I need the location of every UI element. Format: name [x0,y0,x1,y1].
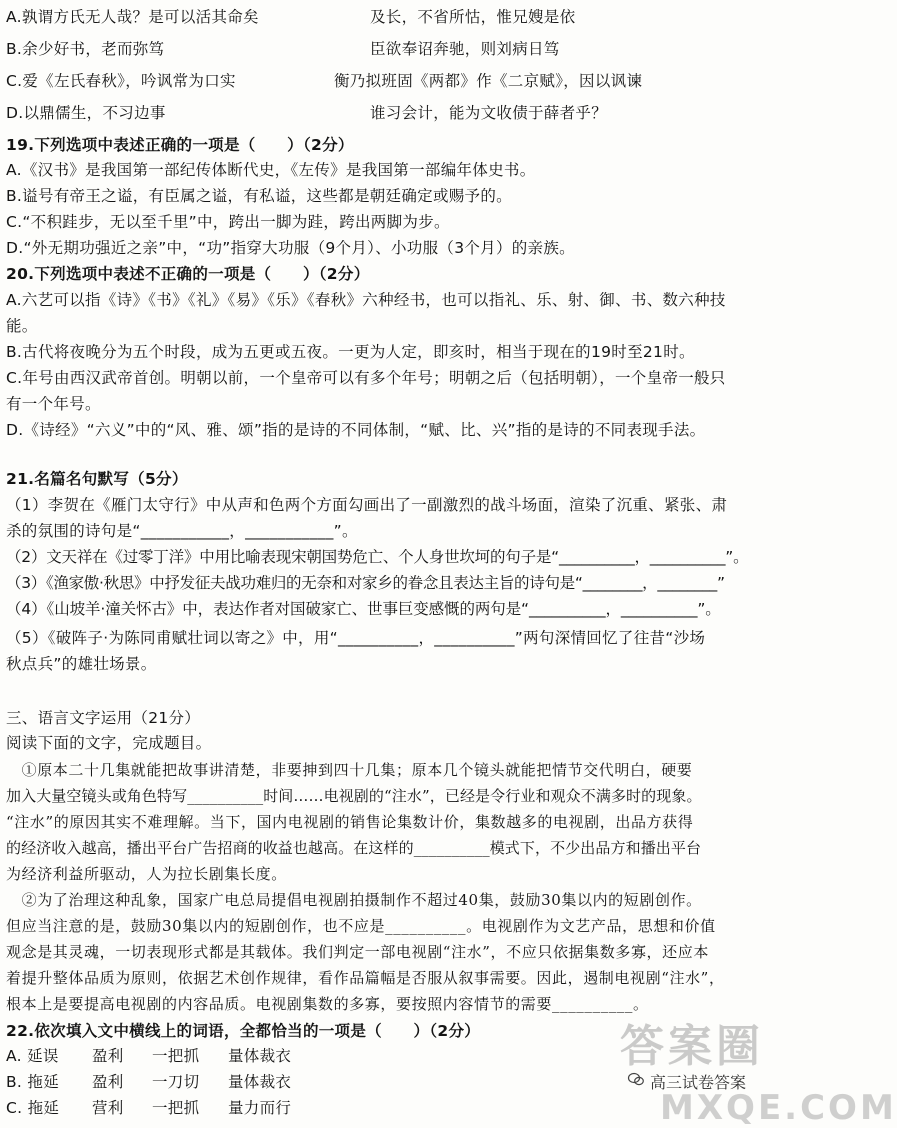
option-left: D.以鼎儒生，不习边事 [6,104,166,122]
watermark [570,1010,897,1128]
q22-cell: 一把抓 [152,1047,200,1065]
q22-cell: 营利 [92,1099,124,1117]
q19-title: 19.下列选项中表述正确的一项是（ ）（2分） [6,136,354,154]
option-left: C.爱《左氏春秋》，吟讽常为口实 [6,72,236,90]
q22-cell: 量力而行 [228,1099,292,1117]
q20-option-c: C.年号由西汉武帝首创。明朝以前，一个皇帝可以有多个年号；明朝之后（包括明朝），一个皇帝一般只 [6,369,726,387]
q20-option-a: A.六艺可以指《诗》《书》《礼》《易》《乐》《春秋》六种经书，也可以指礼、乐、射、御、书、数六种技 [6,291,726,309]
watermark-caption: 高三试卷答案 [650,1073,747,1092]
option-row-c [6,70,810,92]
option-left: A.孰谓方氏无人哉？是可以活其命矣 [6,8,259,26]
watermark-url: MXQE.COM [660,1088,897,1128]
q21-line: 秋点兵”的雄壮场景。 [6,655,157,673]
watermark-logo-text: 答案圈 [620,1021,764,1072]
q19-option-d: D.“外无期功强近之亲”中，“功”指穿大功服（9个月）、小功服（3个月）的亲族。 [6,239,575,257]
q22-cell: 盈利 [92,1047,124,1065]
section3-instruction: 阅读下面的文字，完成题目。 [6,734,212,752]
paragraph-line: 观念是其灵魂，一切表现形式都是其载体。我们判定一部电视剧“注水”，不应只依据集数多寡，还应本 [6,943,709,961]
q22-cell: B. 拖延 [6,1073,59,1091]
q22-cell: 一刀切 [152,1073,200,1091]
q22-cell: C. 拖延 [6,1099,60,1117]
section3-title: 三、语言文字运用（21分） [6,709,201,727]
q21-title: 21.名篇名句默写（5分） [6,470,188,488]
wechat-icon [628,1072,644,1086]
option-right: 谁习会计，能为文收债于薛者乎？ [370,104,608,122]
q22-cell: 盈利 [92,1073,124,1091]
paragraph-line: 但应当注意的是，鼓励30集以内的短剧创作，也不应是__________。电视剧作为文艺产品，思想和价值 [6,917,716,935]
paragraph-line: 着提升整体品质为原则，依据艺术创作规律，看作品篇幅是否服从叙事需要。因此，遏制电视剧“注水”， [6,969,725,987]
q19-option-c: C.“不积跬步，无以至千里”中，跨出一脚为跬，跨出两脚为步。 [6,213,450,231]
paragraph-line: ①原本二十几集就能把故事讲清楚，非要抻到四十几集；原本几个镜头就能把情节交代明白，硬要 [6,761,693,779]
q20-option-d: D.《诗经》“六义”中的“风、雅、颂”指的是诗的不同体制，“赋、比、兴”指的是诗的不同表现手法。 [6,421,706,439]
option-row-d [6,102,810,124]
q22-cell: A. 延误 [6,1047,59,1065]
q21-line: （4）《山坡羊·潼关怀古》中，表达作者对国破家亡、世事巨变感慨的两句是“__________，__________”。 [6,600,721,618]
q22-cell: 一把抓 [152,1099,200,1117]
paragraph-line: 为经济利益所驱动，人为拉长剧集长度。 [6,865,287,883]
q20-option-a-cont: 能。 [6,317,38,335]
q21-line: （2）文天祥在《过零丁洋》中用比喻表现宋朝国势危亡、个人身世坎坷的句子是“__________，__________”。 [6,548,749,566]
option-right: 及长，不省所怙，惟兄嫂是依 [370,8,576,26]
q22-cell: 量体裁衣 [228,1047,292,1065]
q19-option-b: B.谥号有帝王之谥，有臣属之谥，有私谥，这些都是朝廷确定或赐予的。 [6,187,512,205]
option-row-b [6,38,810,60]
q20-title: 20.下列选项中表述不正确的一项是（ ）（2分） [6,265,370,283]
q21-line: （5）《破阵子·为陈同甫赋壮词以寄之》中，用“__________，__________”两句深情回忆了往昔“沙场 [6,629,706,647]
paragraph-line: “注水”的原因其实不难理解。当下，国内电视剧的销售论集数计价，集数越多的电视剧，出品方获得 [6,813,694,831]
paragraph-line: 的经济收入越高，播出平台广告招商的收益也越高。在这样的__________模式下，不少出品方和播出平台 [6,839,702,857]
q20-option-b: B.古代将夜晚分为五个时段，成为五更或五夜。一更为人定，即亥时，相当于现在的19时至21时。 [6,343,695,361]
option-left: B.余少好书，老而弥笃 [6,40,165,58]
q21-line: 杀的氛围的诗句是“___________，___________”。 [6,522,358,540]
paragraph-line: ②为了治理这种乱象，国家广电总局提倡电视剧拍摄制作不超过40集，鼓励30集以内的短剧创作。 [6,891,702,909]
option-right: 衡乃拟班固《两都》作《二京赋》，因以讽谏 [334,72,643,90]
q22-title: 22.依次填入文中横线上的词语，全都恰当的一项是（ ）（2分） [6,1022,481,1040]
option-right: 臣欲奉诏奔驰，则刘病日笃 [370,40,560,58]
q21-line: （3）《渔家傲·秋思》中抒发征夫战功难归的无奈和对家乡的眷念且表达主旨的诗句是“________，________” [6,574,725,592]
option-row-a [6,6,810,28]
paragraph-line: 加入大量空镜头或角色特写__________时间……电视剧的“注水”，已经是令行业和观众不满多时的现象。 [6,787,702,805]
paragraph-line: 根本上是要提高电视剧的内容品质。电视剧集数的多寡，要按照内容情节的需要__________。 [6,995,649,1013]
q22-cell: 量体裁衣 [228,1073,292,1091]
q19-option-a: A.《汉书》是我国第一部纪传体断代史，《左传》是我国第一部编年体史书。 [6,161,536,179]
q21-line: （1）李贺在《雁门太守行》中从声和色两个方面勾画出了一副激烈的战斗场面，渲染了沉重、紧张、肃 [6,496,728,514]
q20-option-c-cont: 有一个年号。 [6,395,101,413]
